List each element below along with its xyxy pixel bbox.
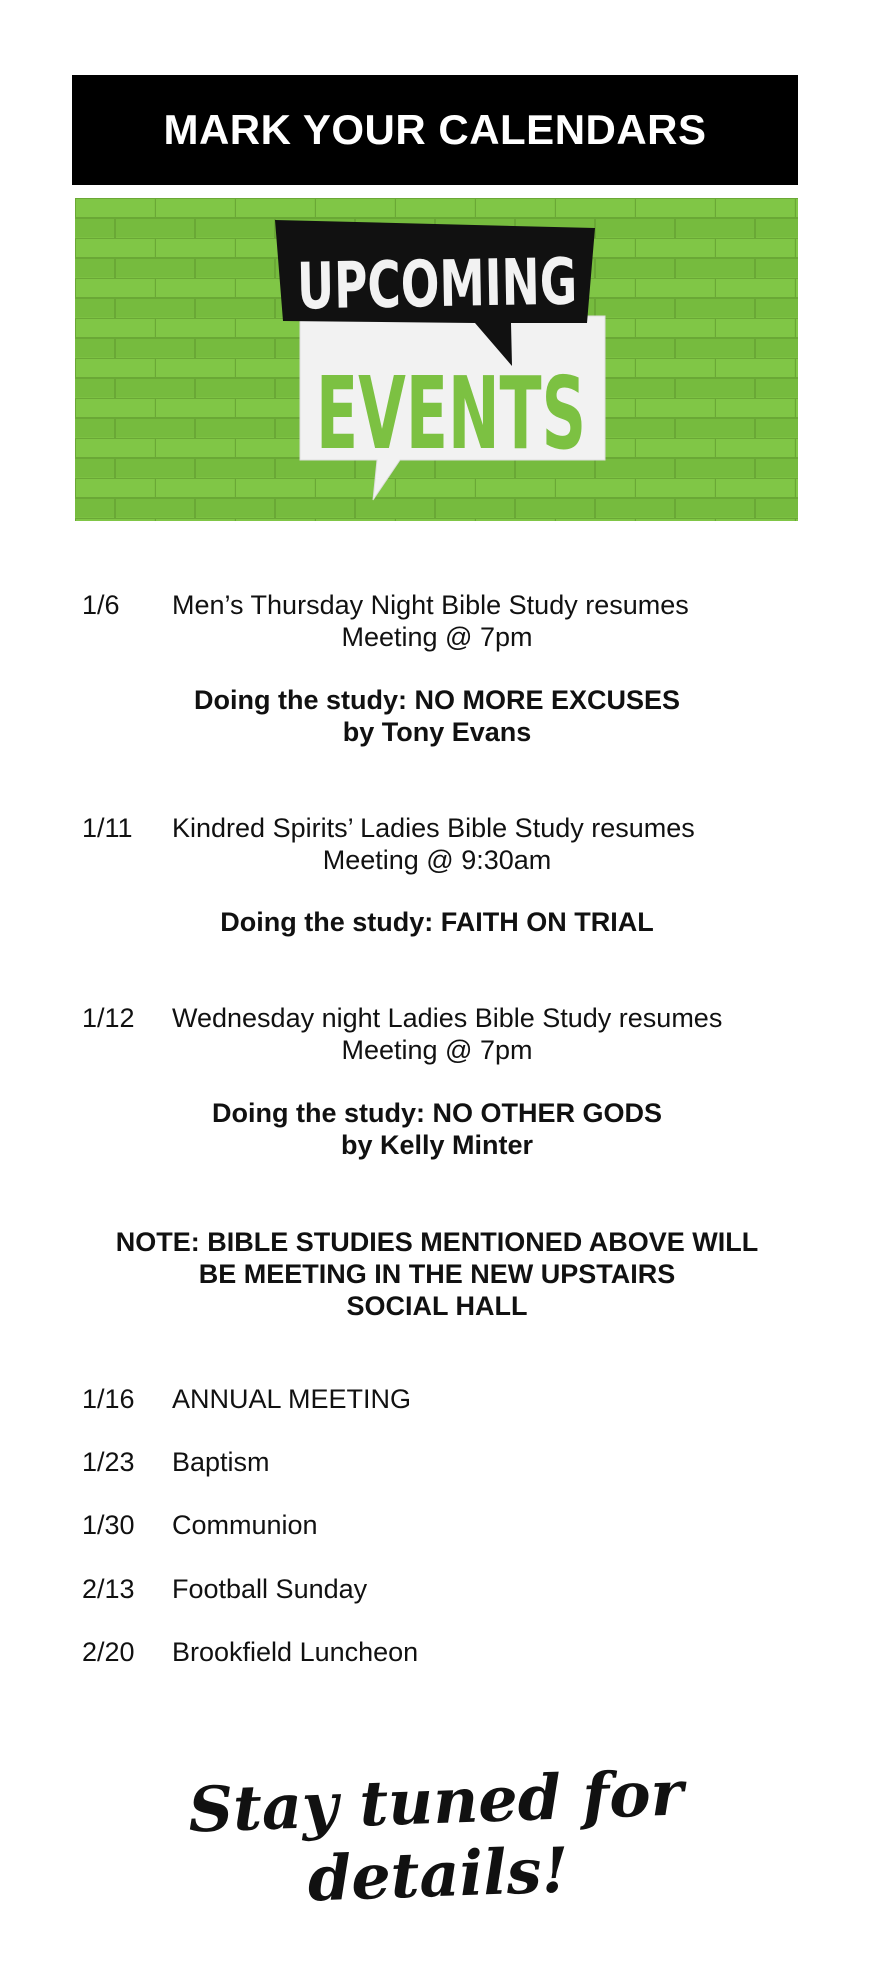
banner-word-upcoming: UPCOMING xyxy=(296,243,692,325)
list-label: Brookfield Luncheon xyxy=(172,1637,419,1667)
event-date: 1/11 xyxy=(82,813,133,843)
list-label: Baptism xyxy=(172,1447,270,1477)
list-date: 1/16 xyxy=(82,1384,135,1414)
stay-tuned-note: Stay tuned for details! xyxy=(187,1756,685,1916)
event-date: 1/12 xyxy=(82,1003,135,1033)
event-study xyxy=(72,684,802,748)
upcoming-events-banner xyxy=(75,198,798,521)
note-line: SOCIAL HALL xyxy=(346,1291,528,1321)
list-date: 2/20 xyxy=(82,1637,135,1667)
page-title: MARK YOUR CALENDARS xyxy=(163,106,707,153)
list-date: 1/30 xyxy=(82,1510,135,1540)
event-title: Men’s Thursday Night Bible Study resumes xyxy=(172,590,689,620)
study-title: Doing the study: NO MORE EXCUSES xyxy=(193,685,681,715)
event-study xyxy=(72,906,802,938)
study-title: Doing the study: FAITH ON TRIAL xyxy=(220,907,654,937)
banner-word-events: EVENTS xyxy=(316,355,586,472)
list-label: ANNUAL MEETING xyxy=(172,1384,412,1414)
study-title: Doing the study: NO OTHER GODS xyxy=(212,1098,662,1128)
banner-graphic xyxy=(75,198,798,521)
event-time: Meeting @ 7pm xyxy=(341,622,533,652)
event-time: Meeting @ 7pm xyxy=(341,1035,533,1065)
list-date: 1/23 xyxy=(82,1447,135,1477)
header-bar xyxy=(72,75,798,185)
event-title: Kindred Spirits’ Ladies Bible Study resumes xyxy=(172,813,695,843)
study-author: by Kelly Minter xyxy=(340,1130,534,1160)
event-study xyxy=(72,1097,802,1161)
event-time: Meeting @ 9:30am xyxy=(322,845,552,875)
study-author: by Tony Evans xyxy=(342,717,532,747)
note-line: NOTE: BIBLE STUDIES MENTIONED ABOVE WILL xyxy=(115,1227,759,1257)
list-label: Communion xyxy=(172,1510,318,1540)
list-date: 2/13 xyxy=(82,1574,135,1604)
location-note xyxy=(72,1226,802,1322)
event-title: Wednesday night Ladies Bible Study resumes xyxy=(172,1003,723,1033)
note-line: BE MEETING IN THE NEW UPSTAIRS xyxy=(198,1259,676,1289)
event-date: 1/6 xyxy=(82,590,120,620)
list-label: Football Sunday xyxy=(172,1574,368,1604)
